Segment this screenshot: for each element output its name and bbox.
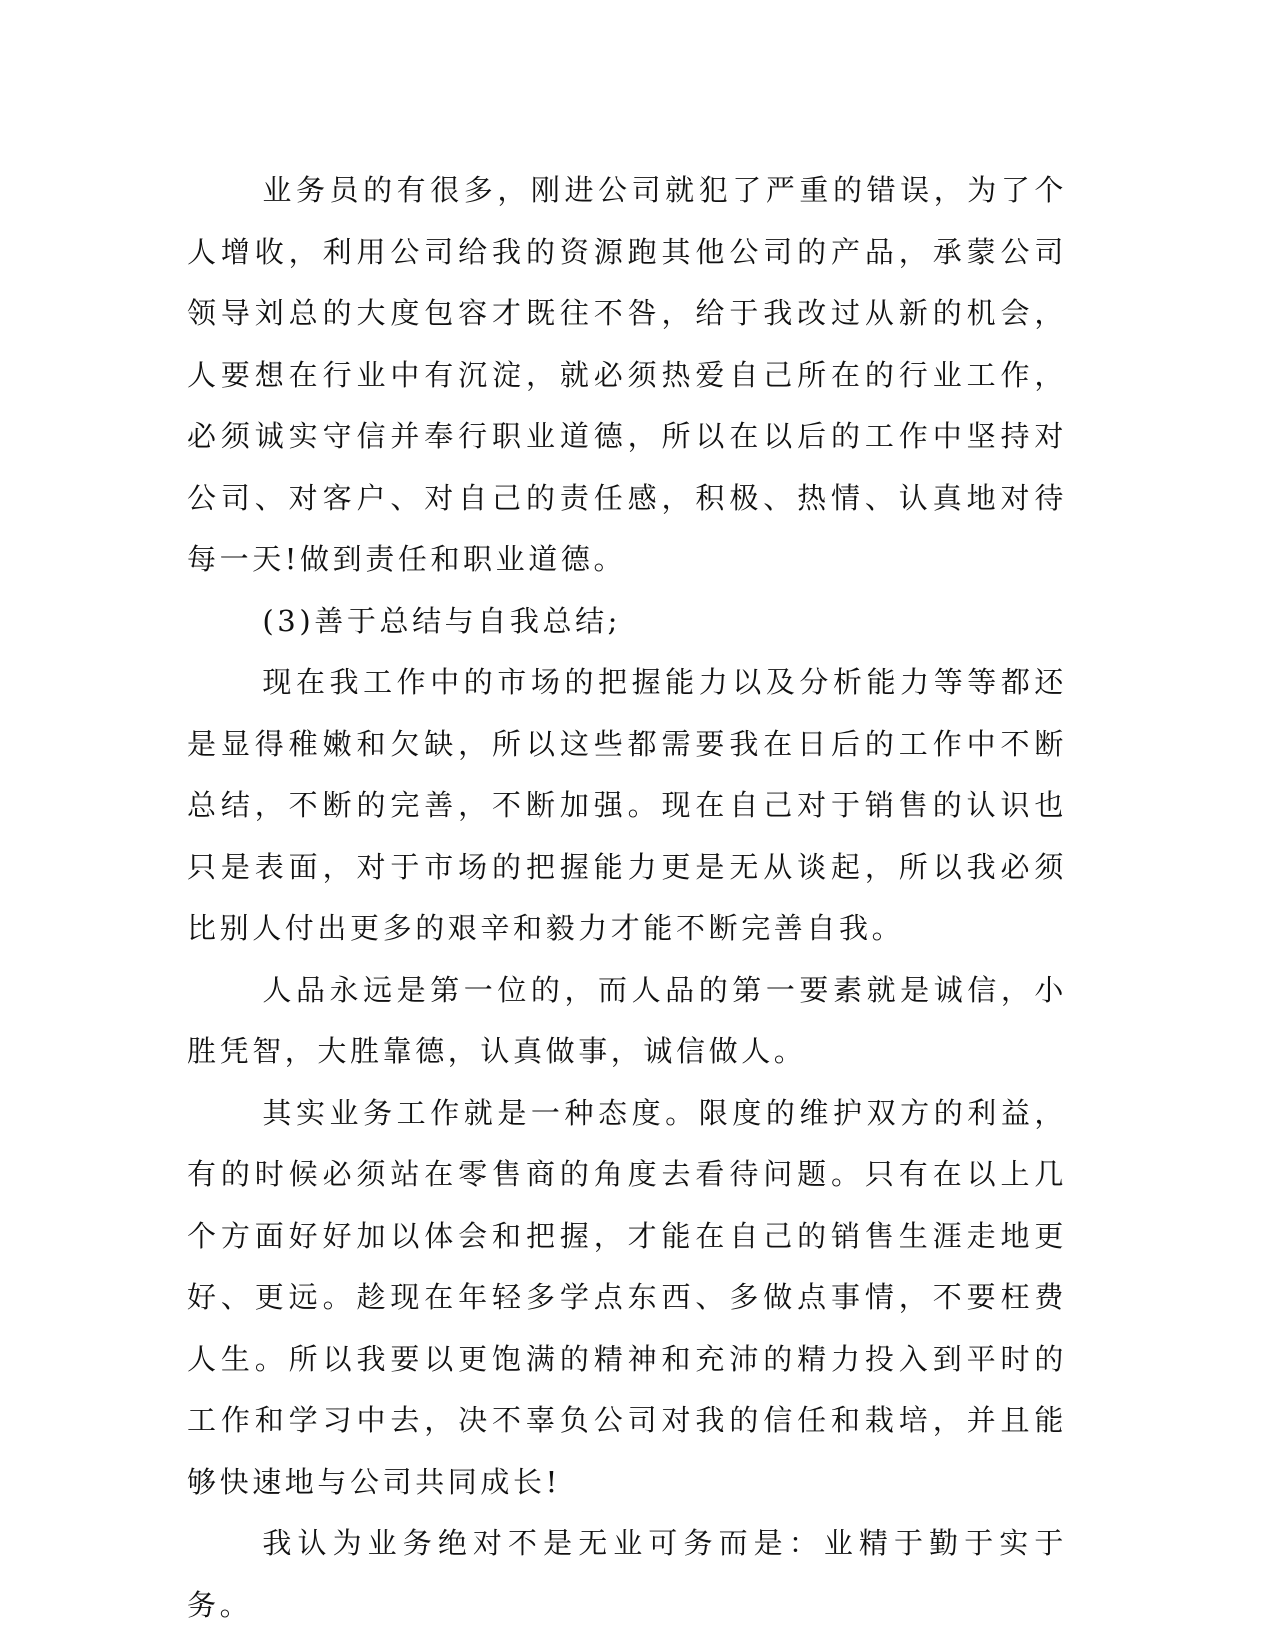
- document-body: [187, 160, 1067, 1636]
- paragraph-market-ability: 现在我工作中的市场的把握能力以及分析能力等等都还是显得稚嫩和欠缺，所以这些都需要我在日后的工作中不断总结，不断的完善，不断加强。现在自己对于销售的认识也只是表面，对于市场的把握能力更是无从谈起，所以我必须比别人付出更多的艰辛和毅力才能不断完善自我。: [187, 665, 1067, 945]
- paragraph-heading-summary: (3)善于总结与自我总结;: [262, 603, 622, 638]
- paragraph-integrity: 人品永远是第一位的，而人品的第一要素就是诚信，小胜凭智，大胜靠德，认真做事，诚信做人。: [187, 972, 1067, 1068]
- paragraph-conclusion: 我认为业务绝对不是无业可务而是：业精于勤于实于务。: [187, 1526, 1067, 1622]
- paragraph-attitude: 其实业务工作就是一种态度。限度的维护双方的利益，有的时候必须站在零售商的角度去看待问题。只有在以上几个方面好好加以体会和把握，才能在自己的销售生涯走地更好、更远。趁现在年轻多学点东西、多做点事情，不要枉费人生。所以我要以更饱满的精神和充沛的精力投入到平时的工作和学习中去，决不辜负公司对我的信任和栽培，并且能够快速地与公司共同成长!: [187, 1095, 1067, 1499]
- paragraph-responsibility: 业务员的有很多，刚进公司就犯了严重的错误，为了个人增收，利用公司给我的资源跑其他公司的产品，承蒙公司领导刘总的大度包容才既往不咎，给于我改过从新的机会，人要想在行业中有沉淀，就必须热爱自己所在的行业工作，必须诚实守信并奉行职业道德，所以在以后的工作中坚持对公司、对客户、对自己的责任感，积极、热情、认真地对待每一天!做到责任和职业道德。: [187, 173, 1067, 576]
